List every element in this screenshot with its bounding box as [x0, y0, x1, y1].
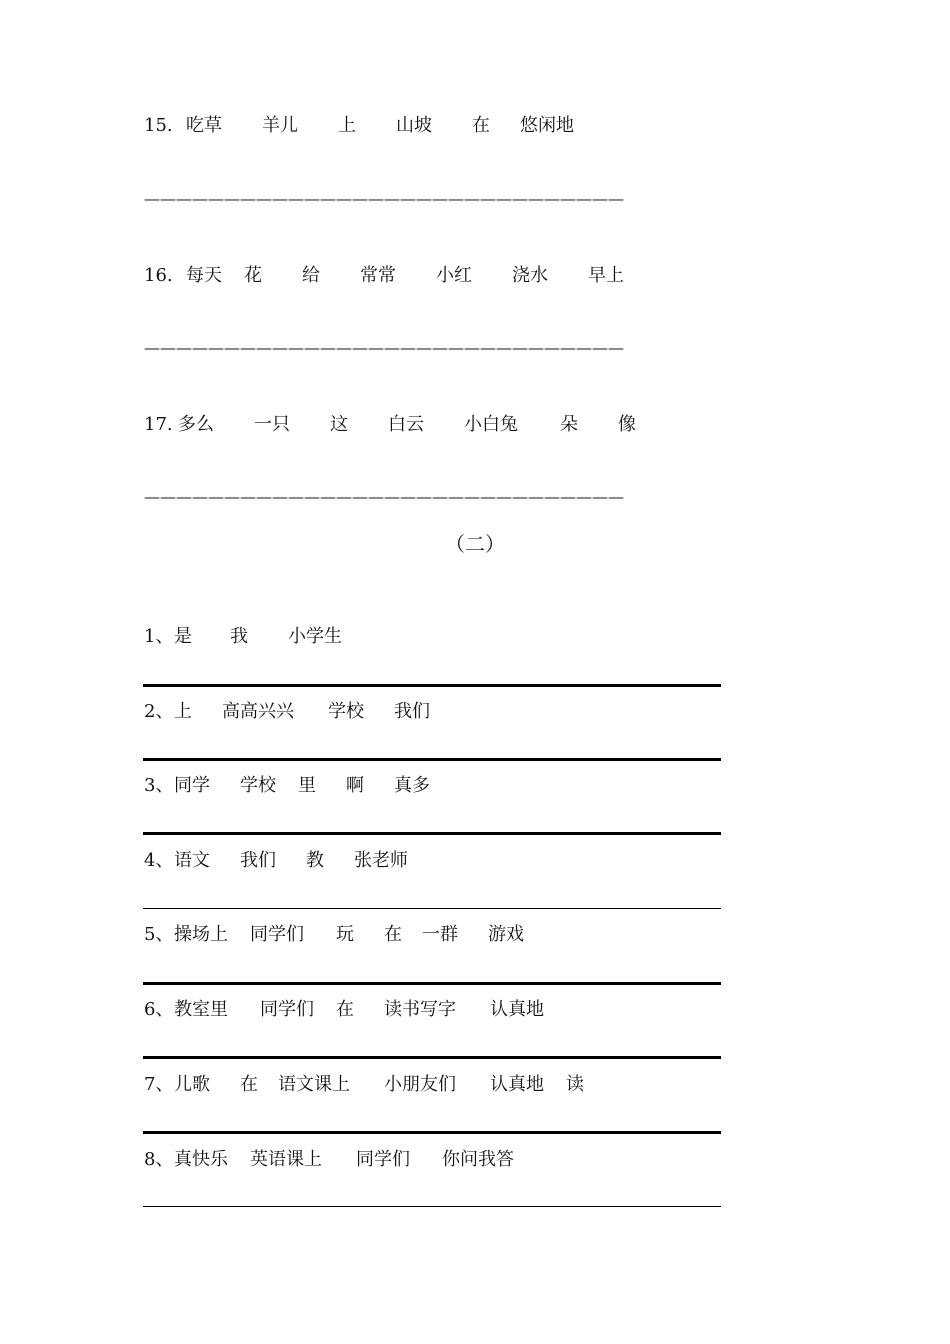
- word-chip: 多么: [178, 414, 214, 435]
- word-chip: 早上: [588, 265, 624, 286]
- word-chip: 英语课上: [250, 1149, 322, 1170]
- word-chip: 真快乐: [174, 1149, 228, 1170]
- word-chip: 真多: [394, 775, 430, 796]
- answer-rule: [143, 908, 721, 909]
- word-chip: 我们: [240, 850, 276, 871]
- word-chip: 语文: [174, 850, 210, 871]
- word-chip: 小红: [436, 265, 472, 286]
- word-chip: 同学们: [250, 924, 304, 945]
- word-chip: 给: [302, 265, 320, 286]
- word-chip: 在: [384, 924, 402, 945]
- word-chip: 在: [240, 1074, 258, 1095]
- word-chip: 读书写字: [384, 999, 456, 1020]
- word-chip: 读: [566, 1074, 584, 1095]
- word-chip: 同学: [174, 775, 210, 796]
- word-chip: 白云: [388, 414, 424, 435]
- answer-line: ——————————————————————————————: [144, 487, 624, 506]
- item-number: 16.: [144, 265, 173, 286]
- word-chip: 浇水: [512, 265, 548, 286]
- word-chip: 认真地: [490, 1074, 544, 1095]
- word-chip: 我们: [394, 701, 430, 722]
- item-16: [144, 265, 624, 287]
- answer-rule: [143, 1056, 721, 1059]
- word-chip: 高高兴兴: [222, 701, 294, 722]
- word-chip: 悠闲地: [520, 115, 574, 136]
- item-8: [144, 1149, 514, 1171]
- word-chip: 上: [174, 701, 192, 722]
- word-chip: 山坡: [396, 115, 432, 136]
- word-chip: 同学们: [260, 999, 314, 1020]
- section-title: （二）: [445, 532, 505, 556]
- item-1: [144, 626, 342, 648]
- word-chip: 教室里: [174, 999, 228, 1020]
- word-chip: 教: [306, 850, 324, 871]
- word-chip: 啊: [346, 775, 364, 796]
- item-6: [144, 999, 544, 1021]
- item-2: [144, 701, 430, 723]
- word-chip: 朵: [560, 414, 578, 435]
- item-number: 1、: [144, 626, 174, 647]
- word-chip: 学校: [328, 701, 364, 722]
- word-chip: 你问我答: [442, 1149, 514, 1170]
- word-chip: 一群: [422, 924, 458, 945]
- answer-rule: [143, 832, 721, 835]
- item-number: 15.: [144, 115, 173, 136]
- word-chip: 操场上: [174, 924, 228, 945]
- word-chip: 在: [472, 115, 490, 136]
- word-chip: 我: [230, 626, 248, 647]
- item-7: [144, 1074, 584, 1096]
- word-chip: 像: [618, 414, 636, 435]
- word-chip: 小白兔: [464, 414, 518, 435]
- item-number: 4、: [144, 850, 174, 871]
- word-chip: 同学们: [356, 1149, 410, 1170]
- word-chip: 小朋友们: [384, 1074, 456, 1095]
- word-chip: 在: [336, 999, 354, 1020]
- word-chip: 上: [338, 115, 356, 136]
- word-chip: 里: [298, 775, 316, 796]
- item-5: [144, 924, 524, 946]
- word-chip: 张老师: [354, 850, 408, 871]
- item-15: [144, 115, 574, 137]
- item-number: 3、: [144, 775, 174, 796]
- word-chip: 认真地: [490, 999, 544, 1020]
- word-chip: 小学生: [288, 626, 342, 647]
- item-17: [144, 414, 636, 436]
- answer-rule: [143, 982, 721, 985]
- answer-line: ——————————————————————————————: [144, 189, 624, 208]
- word-chip: 羊儿: [262, 115, 298, 136]
- answer-rule: [143, 684, 721, 687]
- answer-rule: [143, 758, 721, 761]
- word-chip: 儿歌: [174, 1074, 210, 1095]
- word-chip: 一只: [254, 414, 290, 435]
- item-number: 5、: [144, 924, 174, 945]
- word-chip: 每天: [186, 265, 222, 286]
- item-4: [144, 850, 408, 872]
- word-chip: 这: [330, 414, 348, 435]
- word-chip: 吃草: [186, 115, 222, 136]
- word-chip: 花: [244, 265, 262, 286]
- item-number: 8、: [144, 1149, 174, 1170]
- item-3: [144, 775, 430, 797]
- answer-rule: [143, 1206, 721, 1207]
- word-chip: 是: [174, 626, 192, 647]
- word-chip: 常常: [360, 265, 396, 286]
- word-chip: 玩: [336, 924, 354, 945]
- item-number: 6、: [144, 999, 174, 1020]
- item-number: 2、: [144, 701, 174, 722]
- word-chip: 游戏: [488, 924, 524, 945]
- word-chip: 学校: [240, 775, 276, 796]
- item-number: 7、: [144, 1074, 174, 1095]
- answer-rule: [143, 1131, 721, 1134]
- answer-line: ——————————————————————————————: [144, 338, 624, 357]
- item-number: 17.: [144, 414, 173, 435]
- word-chip: 语文课上: [278, 1074, 350, 1095]
